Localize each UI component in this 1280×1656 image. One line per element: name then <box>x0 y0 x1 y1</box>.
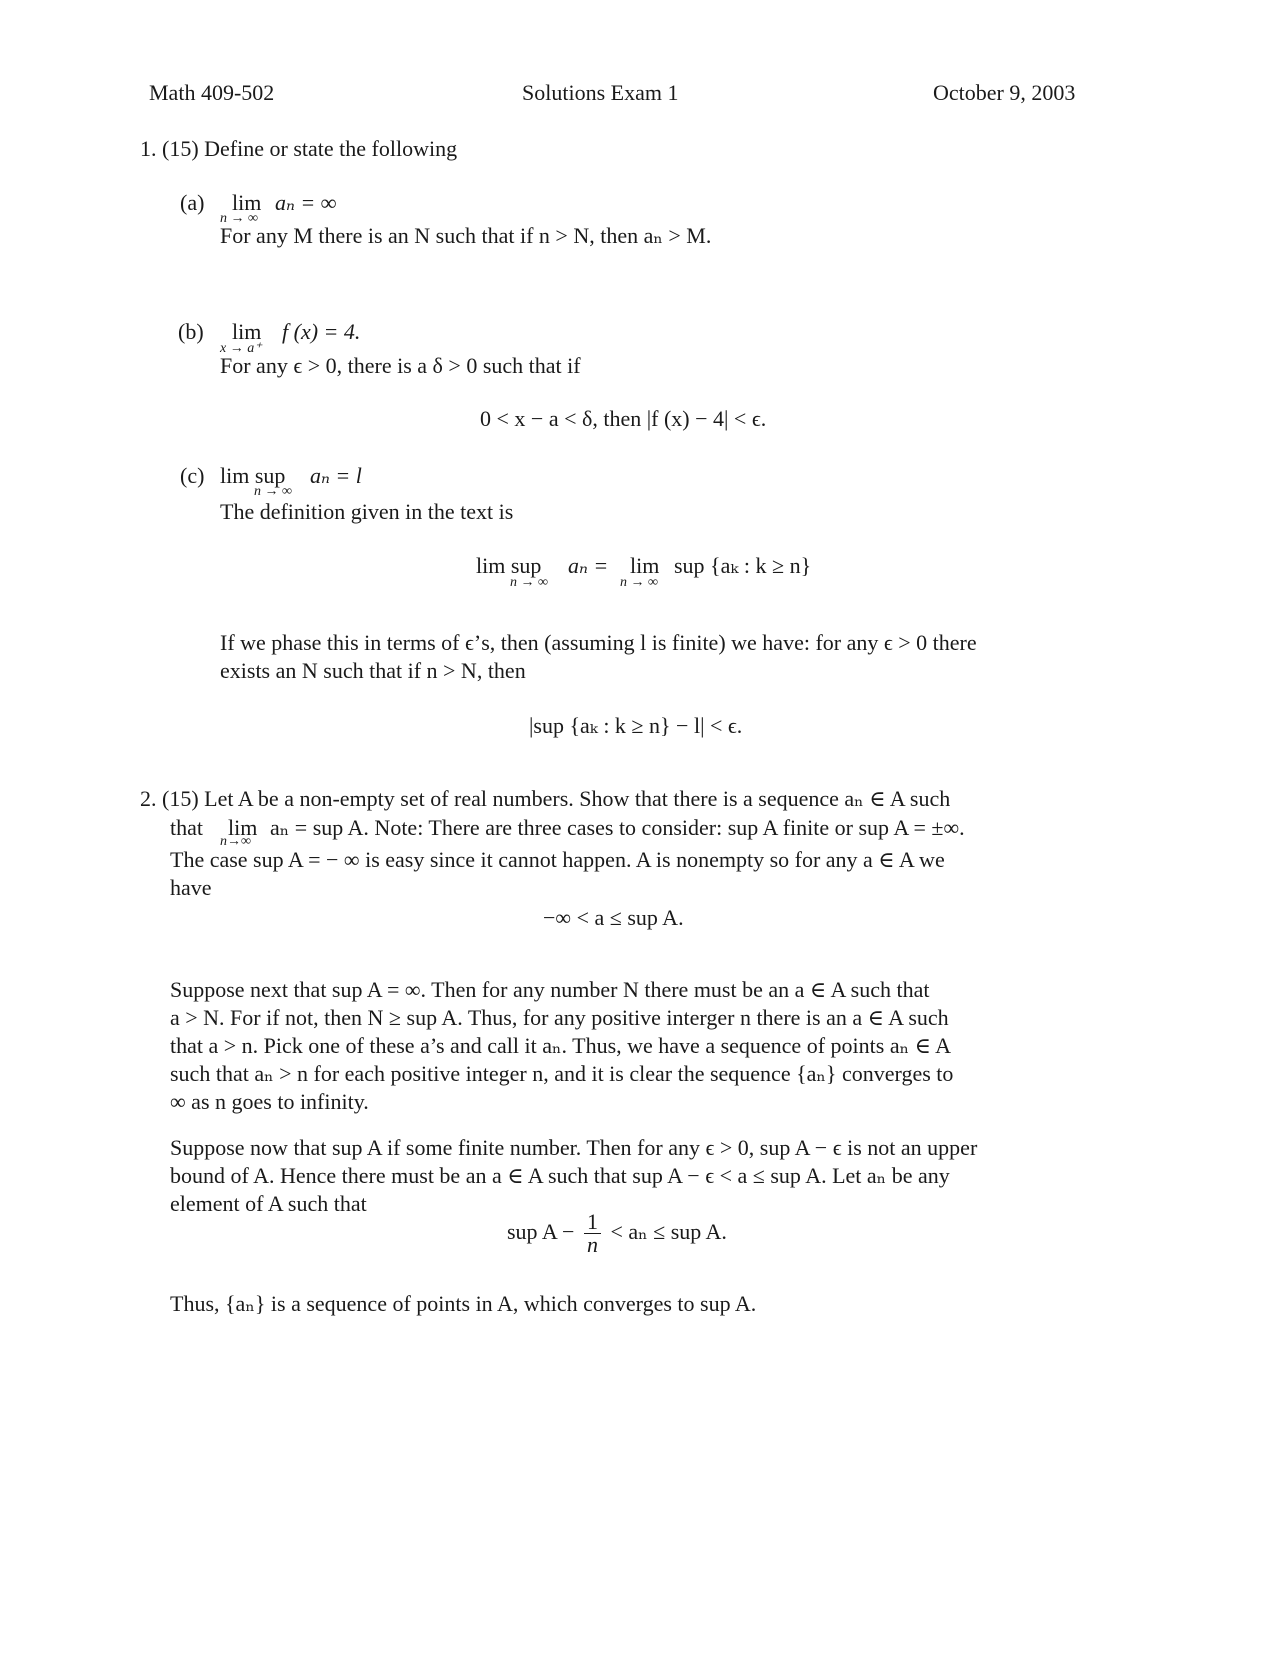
problem1b-label: (b) <box>178 319 204 344</box>
problem2-para2-line3: that a > n. Pick one of these a’s and call it aₙ. Thus, we have a sequence of points aₙ ∈ A <box>170 1033 952 1058</box>
problem1b-answer: For any ϵ > 0, there is a δ > 0 such that if <box>220 353 581 378</box>
header-title: Solutions Exam 1 <box>522 80 679 105</box>
fraction-one-over-n <box>584 1211 601 1256</box>
problem2-para2-line4: such that aₙ > n for each positive integer n, and it is clear the sequence {aₙ} converges to <box>170 1061 954 1086</box>
problem2-para3-line2: bound of A. Hence there must be an a ∈ A such that sup A − ϵ < a ≤ sup A. Let aₙ be any <box>170 1163 950 1188</box>
problem1a-answer: For any M there is an N such that if n > N, then aₙ > M. <box>220 223 712 248</box>
problem2-line2-post: aₙ = sup A. Note: There are three cases to consider: sup A finite or sup A = ±∞. <box>270 815 965 840</box>
problem2-display2-left: sup A − <box>507 1219 575 1244</box>
problem1c-display-an: aₙ = <box>568 553 609 578</box>
problem1a-lim-subscript: n → ∞ <box>220 211 258 226</box>
problem2-para2-line5: ∞ as n goes to infinity. <box>170 1089 369 1114</box>
problem1a-label: (a) <box>180 190 205 215</box>
problem1c-answer: The definition given in the text is <box>220 499 514 524</box>
problem2-line3: The case sup A = − ∞ is easy since it cannot happen. A is nonempty so for any a ∈ A we <box>170 847 945 872</box>
problem2-para3-line1: Suppose now that sup A if some finite number. Then for any ϵ > 0, sup A − ϵ is not an upper <box>170 1135 978 1160</box>
problem1a-lim: lim <box>232 190 262 215</box>
problem2-conclusion: Thus, {aₙ} is a sequence of points in A, which converges to sup A. <box>170 1291 757 1316</box>
problem2-display-equation1: −∞ < a ≤ sup A. <box>543 905 684 930</box>
problem1c-display-sup-set: sup {aₖ : k ≥ n} <box>674 553 812 578</box>
fraction-numerator: 1 <box>584 1211 601 1234</box>
problem1b-lim-subscript: x → a⁺ <box>220 341 262 356</box>
problem1b-statement: f (x) = 4. <box>282 319 361 344</box>
fraction-denominator: n <box>586 1232 598 1258</box>
problem1c-label: (c) <box>180 463 205 488</box>
problem2-display2-right: < aₙ ≤ sup A. <box>610 1219 727 1244</box>
problem2-line2-lim: lim <box>228 815 258 840</box>
problem1c-statement: aₙ = l <box>310 463 362 488</box>
problem2-para2-line1: Suppose next that sup A = ∞. Then for any number N there must be an a ∈ A such that <box>170 977 930 1002</box>
problem1c-display-lim: lim <box>630 553 660 578</box>
problem2-line2-lim-subscript: n→∞ <box>220 834 251 849</box>
problem2-display-equation2 <box>507 1208 727 1256</box>
problem2-line1: 2. (15) Let A be a non-empty set of real numbers. Show that there is a sequence aₙ ∈ A such <box>140 786 951 811</box>
problem2-para2-line2: a > N. For if not, then N ≥ sup A. Thus, for any positive interger n there is an a ∈ A such <box>170 1005 949 1030</box>
problem2-line2-pre: that <box>170 815 203 840</box>
problem1c-display-lim-subscript: n → ∞ <box>620 575 658 590</box>
problem1c-limsup-subscript: n → ∞ <box>254 484 292 499</box>
problem2-line4: have <box>170 875 212 900</box>
problem1b-display-equation: 0 < x − a < δ, then |f (x) − 4| < ϵ. <box>480 406 767 431</box>
problem1-heading: 1. (15) Define or state the following <box>140 136 458 161</box>
problem1c-limsup: lim sup <box>220 463 286 488</box>
header-course: Math 409-502 <box>149 80 275 105</box>
problem1c-paragraph-line2: exists an N such that if n > N, then <box>220 658 526 683</box>
problem1a-statement: aₙ = ∞ <box>275 190 337 215</box>
problem1c-display-limsup-subscript: n → ∞ <box>510 575 548 590</box>
problem1b-lim: lim <box>232 319 262 344</box>
header-date: October 9, 2003 <box>933 80 1076 105</box>
problem2-para3-line3: element of A such that <box>170 1191 367 1216</box>
problem1c-display-limsup: lim sup <box>476 553 542 578</box>
problem1c-display-equation2: |sup {aₖ : k ≥ n} − l| < ϵ. <box>529 713 743 738</box>
problem1c-paragraph-line1: If we phase this in terms of ϵ’s, then (assuming l is finite) we have: for any ϵ > 0 there <box>220 630 977 655</box>
